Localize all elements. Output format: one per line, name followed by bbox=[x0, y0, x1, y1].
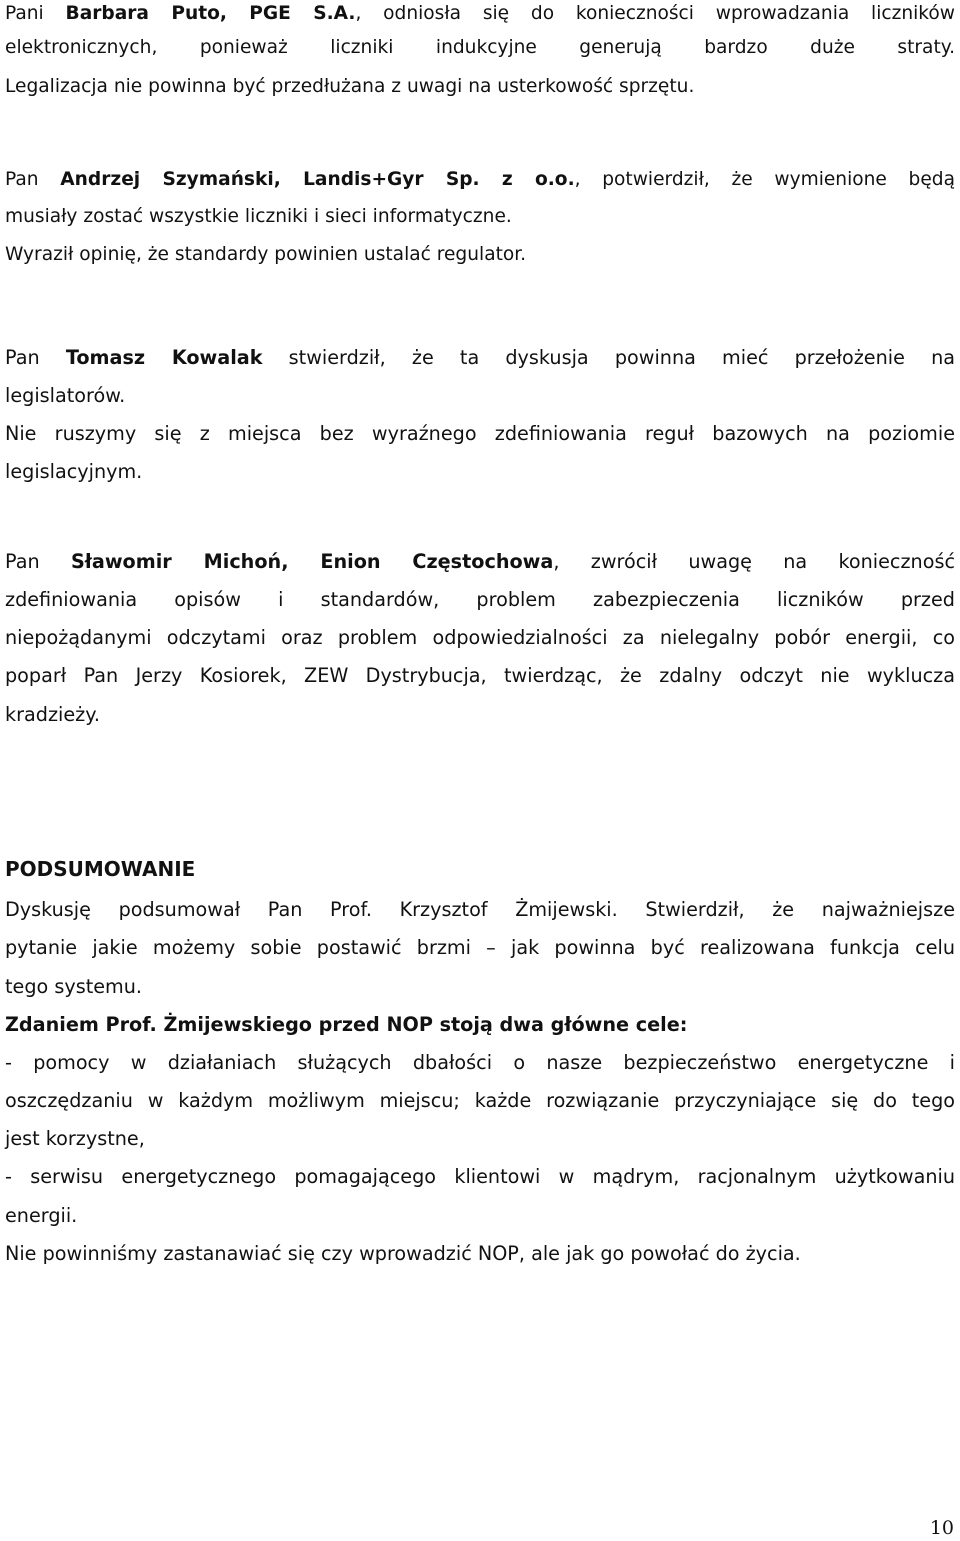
summary-line10: Nie powinniśmy zastanawiać się czy wprowadzić NOP, ale jak go powołać do życia. bbox=[5, 1242, 801, 1265]
page-number: 10 bbox=[929, 1517, 954, 1539]
summary-line9: energii. bbox=[5, 1204, 78, 1227]
para2-prefix: Pan bbox=[5, 169, 61, 190]
para3-prefix: Pan bbox=[5, 346, 66, 369]
summary-line4: Zdaniem Prof. Żmijewskiego przed NOP stoją dwa główne cele: bbox=[5, 1013, 688, 1036]
speaker-name: Barbara Puto, PGE S.A. bbox=[65, 3, 356, 24]
para2-line1 bbox=[5, 166, 955, 194]
summary-heading: PODSUMOWANIE bbox=[5, 857, 196, 881]
para2-text: , potwierdził, że wymienione będą bbox=[574, 169, 955, 190]
para4-text: , zwrócił uwagę na konieczność bbox=[553, 550, 955, 573]
para3-line1 bbox=[5, 344, 955, 372]
speaker-name: Tomasz Kowalak bbox=[65, 346, 263, 369]
para1-text: , odniosła się do konieczności wprowadzania liczników bbox=[355, 3, 955, 24]
summary-line6: oszczędzaniu w każdym możliwym miejscu; każde rozwiązanie przyczyniające się do tego bbox=[5, 1089, 955, 1112]
summary-line3: tego systemu. bbox=[5, 975, 142, 998]
para4-line4: poparł Pan Jerzy Kosiorek, ZEW Dystrybucja, twierdząc, że zdalny odczyt nie wyklucza bbox=[5, 664, 955, 687]
speaker-name: Andrzej Szymański, Landis+Gyr Sp. z o.o. bbox=[60, 169, 575, 190]
para3-text: stwierdził, że ta dyskusja powinna mieć przełożenie na bbox=[262, 346, 955, 369]
para4-line5: kradzieży. bbox=[5, 703, 100, 726]
summary-line8: - serwisu energetycznego pomagającego klientowi w mądrym, racjonalnym użytkowaniu bbox=[5, 1165, 955, 1188]
summary-line1: Dyskusję podsumował Pan Prof. Krzysztof Żmijewski. Stwierdził, że najważniejsze bbox=[5, 898, 955, 921]
para1-prefix: Pani bbox=[5, 3, 66, 24]
speaker-name: Sławomir Michoń, Enion Częstochowa bbox=[70, 550, 554, 573]
summary-line7: jest korzystne, bbox=[5, 1127, 145, 1150]
para2-line3: Wyraził opinię, że standardy powinien ustalać regulator. bbox=[5, 244, 527, 265]
para1-line2: elektronicznych, ponieważ liczniki indukcyjne generują bardzo duże straty. bbox=[5, 37, 955, 58]
para1-line3: Legalizacja nie powinna być przedłużana z uwagi na usterkowość sprzętu. bbox=[5, 76, 695, 97]
para4-line2: zdefiniowania opisów i standardów, problem zabezpieczenia liczników przed bbox=[5, 588, 955, 611]
para3-line4: legislacyjnym. bbox=[5, 460, 143, 483]
summary-line5: - pomocy w działaniach służących dbałości o nasze bezpieczeństwo energetyczne i bbox=[5, 1051, 955, 1074]
para3-line2: legislatorów. bbox=[5, 384, 126, 407]
para4-line3: niepożądanymi odczytami oraz problem odpowiedzialności za nielegalny pobór energii, co bbox=[5, 626, 955, 649]
para4-line1 bbox=[5, 548, 955, 576]
para2-line2: musiały zostać wszystkie liczniki i sieci informatyczne. bbox=[5, 206, 512, 227]
para1-line1 bbox=[5, 0, 955, 28]
para3-line3: Nie ruszymy się z miejsca bez wyraźnego zdefiniowania reguł bazowych na poziomie bbox=[5, 422, 955, 445]
summary-line2: pytanie jakie możemy sobie postawić brzmi – jak powinna być realizowana funkcja celu bbox=[5, 936, 955, 959]
para4-prefix: Pan bbox=[5, 550, 71, 573]
